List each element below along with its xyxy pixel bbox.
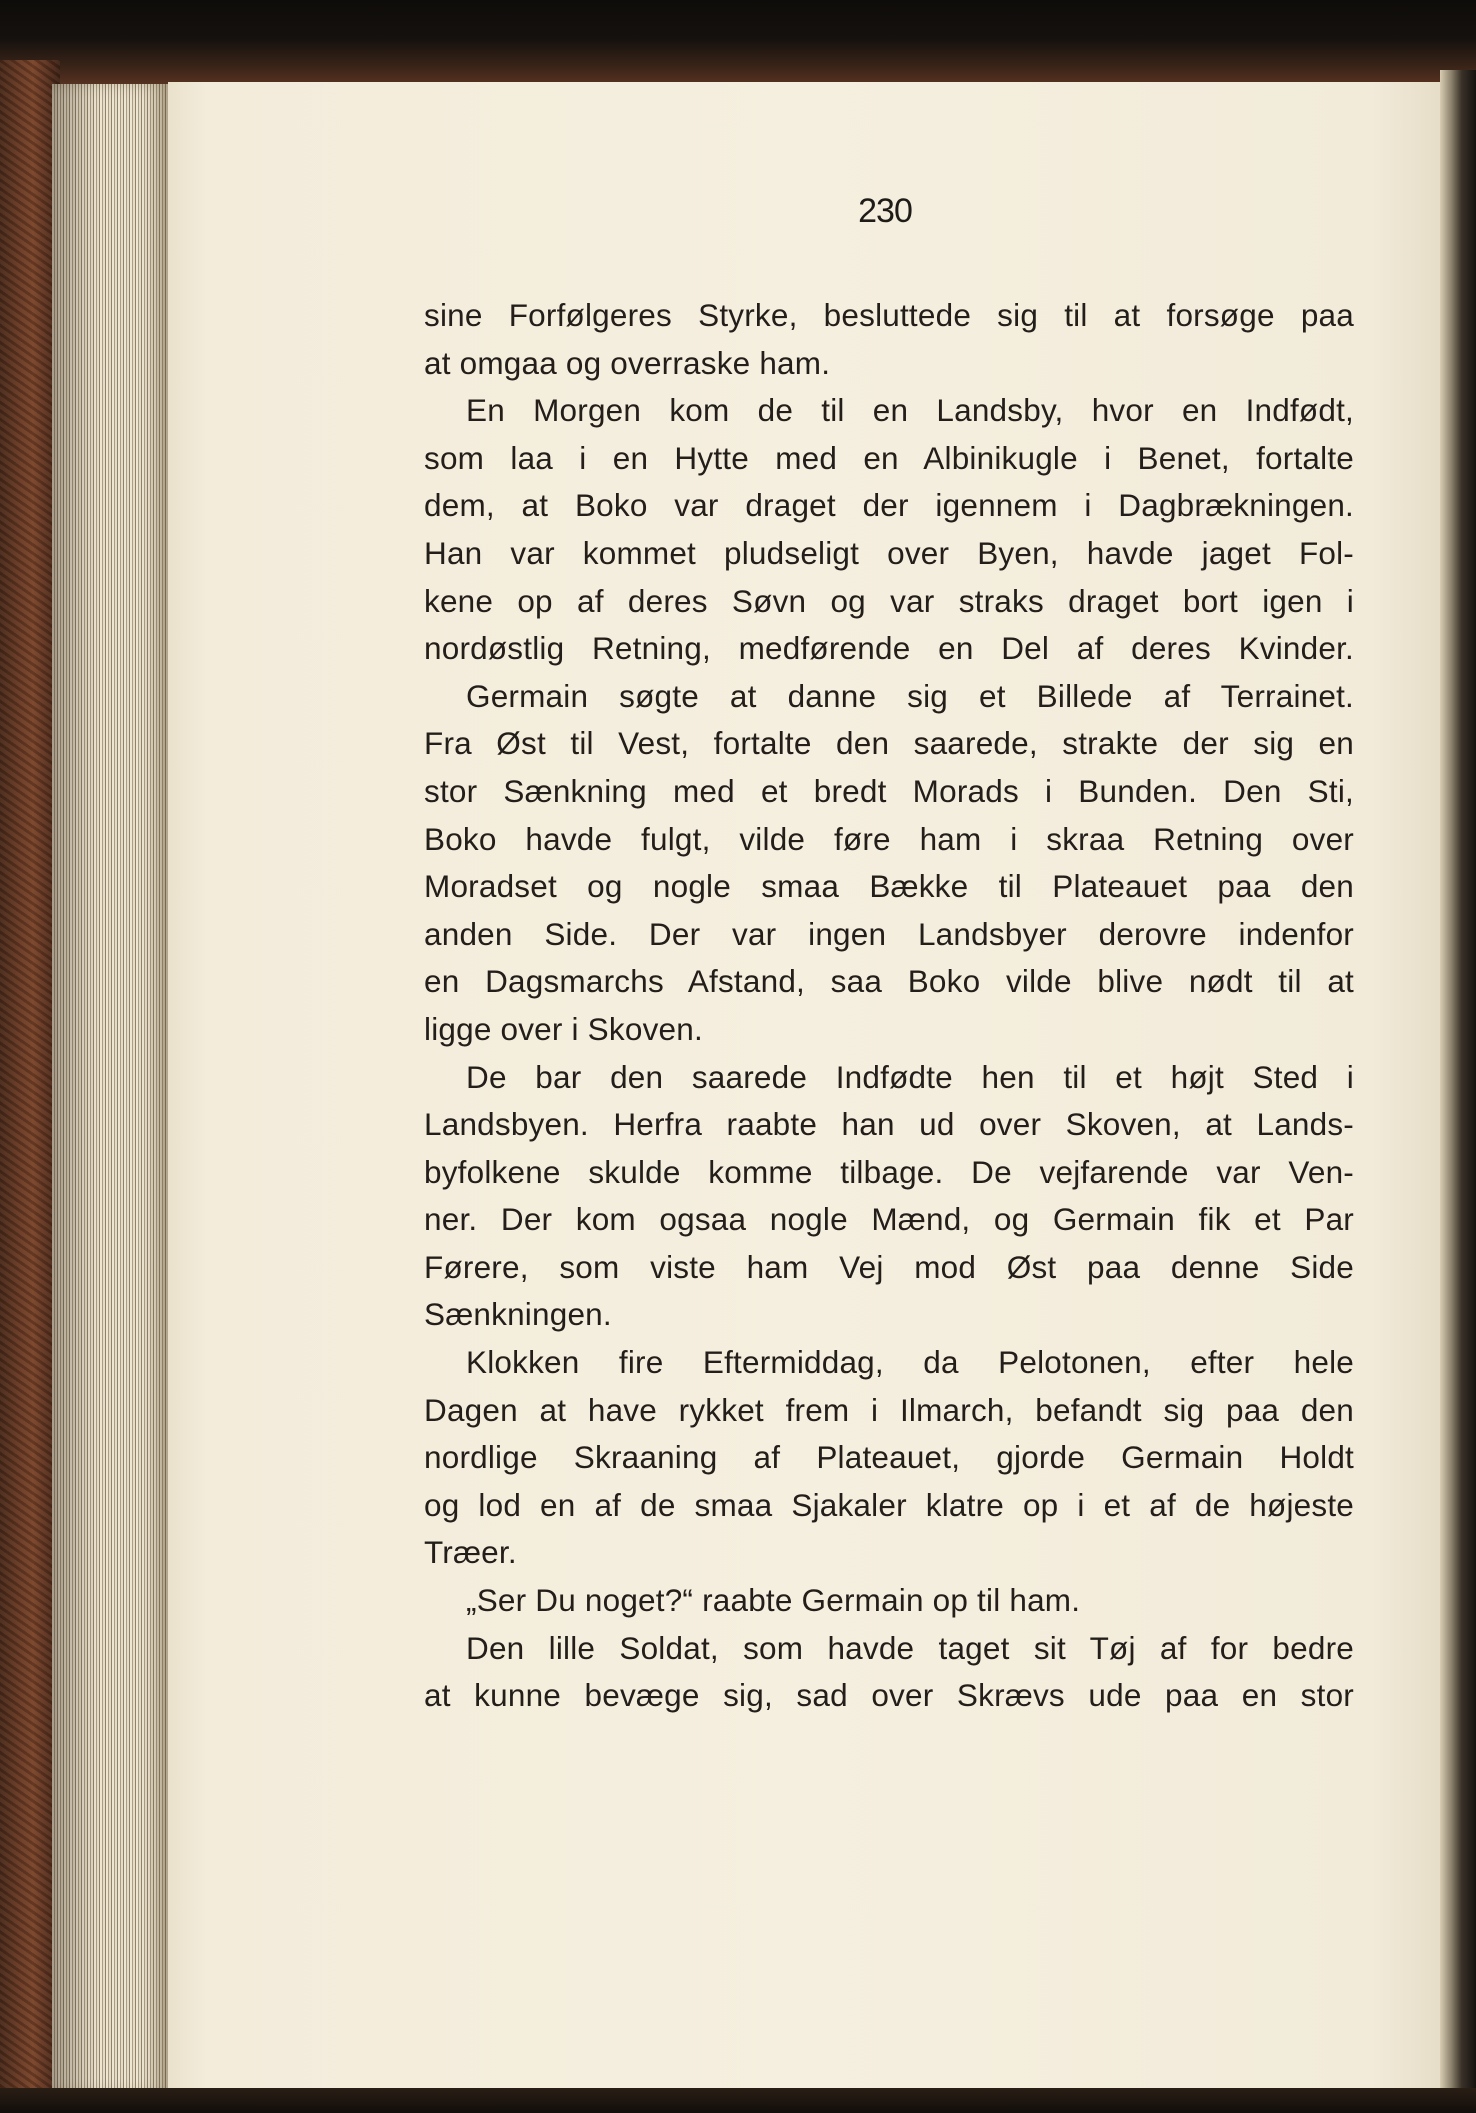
text-line: ligge over i Skoven.: [424, 1010, 703, 1047]
text-line: dem, at Boko var draget der igennem i Dagbrækningen.: [424, 487, 1354, 524]
text-line: De bar den saarede Indfødte hen til et højt Sted i: [466, 1058, 1354, 1095]
text-line: nordlige Skraaning af Plateauet, gjorde Germain Holdt: [424, 1439, 1354, 1476]
text-line: anden Side. Der var ingen Landsbyer derovre indenfor: [424, 915, 1354, 952]
text-line: og lod en af de smaa Sjakaler klatre op i et af de højeste: [424, 1486, 1354, 1523]
text-line: nordøstlig Retning, medførende en Del af deres Kvinder.: [424, 630, 1354, 667]
text-line: Dagen at have rykket frem i Ilmarch, befandt sig paa den: [424, 1391, 1354, 1428]
book-cover-top: [0, 0, 1476, 86]
text-line: som laa i en Hytte med en Albinikugle i Benet, fortalte: [424, 439, 1354, 476]
text-line: en Dagsmarchs Afstand, saa Boko vilde blive nødt til at: [424, 963, 1354, 1000]
page-edges: [52, 84, 170, 2094]
text-line: at omgaa og overraske ham.: [424, 344, 831, 381]
text-line: Førere, som viste ham Vej mod Øst paa denne Side: [424, 1248, 1354, 1285]
text-line: Sænkningen.: [424, 1296, 612, 1333]
text-line: ner. Der kom ogsaa nogle Mænd, og Germain fik et Par: [424, 1201, 1354, 1238]
page-number: 230: [858, 192, 912, 230]
text-line: kene op af deres Søvn og var straks draget bort igen i: [424, 582, 1354, 619]
text-line: at kunne bevæge sig, sad over Skrævs ude paa en stor: [424, 1677, 1354, 1714]
text-line: Klokken fire Eftermiddag, da Pelotonen, efter hele: [466, 1344, 1354, 1381]
book-cover-bottom: [0, 2088, 1476, 2113]
text-line: Fra Øst til Vest, fortalte den saarede, strakte der sig en: [424, 725, 1354, 762]
text-line: sine Forfølgeres Styrke, besluttede sig til at forsøge paa: [424, 297, 1354, 333]
body-text: [424, 292, 1354, 1720]
book-cover-spine: [0, 60, 60, 2113]
page-right-edge: [1440, 70, 1476, 2113]
text-line: En Morgen kom de til en Landsby, hvor en Indfødt,: [466, 392, 1354, 429]
text-line: Moradset og nogle smaa Bække til Plateauet paa den: [424, 868, 1354, 905]
text-line: Den lille Soldat, som havde taget sit Tøj af for bedre: [466, 1629, 1354, 1666]
text-line: Germain søgte at danne sig et Billede af Terrainet.: [466, 677, 1354, 714]
text-line: byfolkene skulde komme tilbage. De vejfarende var Ven-: [424, 1153, 1354, 1190]
text-line: „Ser Du noget?“ raabte Germain op til ham.: [466, 1582, 1081, 1619]
text-line: Boko havde fulgt, vilde føre ham i skraa Retning over: [424, 820, 1354, 857]
text-line: Han var kommet pludseligt over Byen, havde jaget Fol-: [424, 534, 1354, 571]
text-line: Landsbyen. Herfra raabte han ud over Skoven, at Lands-: [424, 1106, 1354, 1143]
text-line: stor Sænkning med et bredt Morads i Bunden. Den Sti,: [424, 772, 1354, 809]
text-line: Træer.: [424, 1534, 517, 1571]
